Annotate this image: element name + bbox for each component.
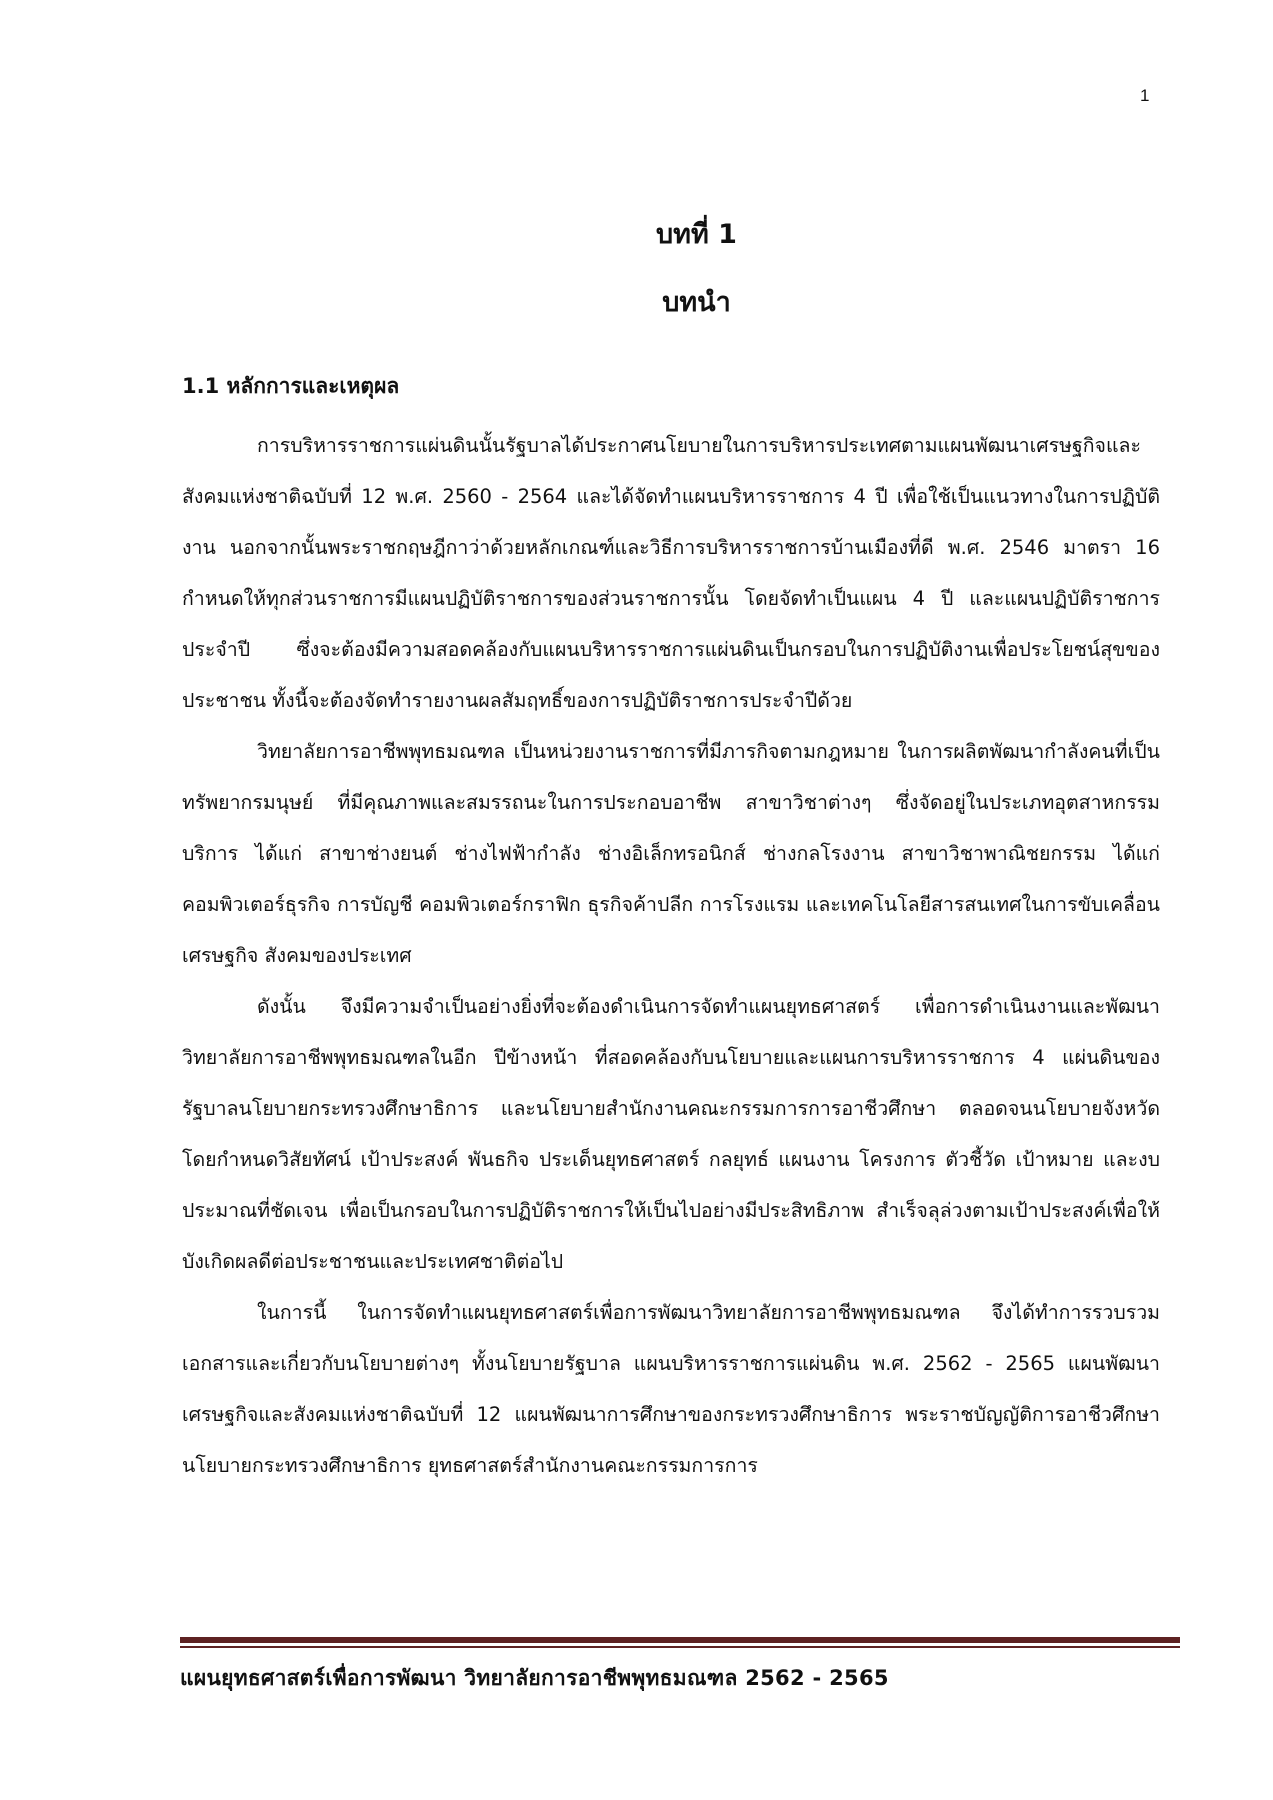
section-heading: 1.1 หลักการและเหตุผล: [182, 374, 400, 398]
page-number: 1: [1140, 86, 1150, 105]
paragraph: ในการนี้ ในการจัดทำแผนยุทธศาสตร์เพื่อการพัฒนาวิทยาลัยการอาชีพพุทธมณฑล จึงได้ทำการรวบรวมเอกสารและเกี่ยวกับนโยบายต่างๆ ทั้งนโยบายรัฐบาล แผนบริหารราชการแผ่นดิน พ.ศ. 2562 - 2565 แผนพัฒนาเศรษฐกิจและสังคมแห่งชาติฉบับที่ 12 แผนพัฒนาการศึกษาของกระทรวงศึกษาธิการ พระราชบัญญัติการอาชีวศึกษา นโยบายกระทรวงศึกษาธิการ ยุทธศาสตร์สำนักงานคณะกรรมการการ: [182, 1301, 1160, 1477]
body-text: [182, 420, 1160, 1491]
paragraph: การบริหารราชการแผ่นดินนั้นรัฐบาลได้ประกาศนโยบายในการบริหารประเทศตามแผนพัฒนาเศรษฐกิจและสังคมแห่งชาติฉบับที่ 12 พ.ศ. 2560 - 2564 และได้จัดทำแผนบริหารราชการ 4 ปี เพื่อใช้เป็นแนวทางในการปฏิบัติงาน นอกจากนั้นพระราชกฤษฎีกาว่าด้วยหลักเกณฑ์และวิธีการบริหารราชการบ้านเมืองที่ดี พ.ศ. 2546 มาตรา 16 กำหนดให้ทุกส่วนราชการมีแผนปฏิบัติราชการของส่วนราชการนั้น โดยจัดทำเป็นแผน 4 ปี และแผนปฏิบัติราชการประจำปี ซึ่งจะต้องมีความสอดคล้องกับแผนบริหารราชการแผ่นดินเป็นกรอบในการปฏิบัติงานเพื่อประโยชน์สุขของประชาชน ทั้งนี้จะต้องจัดทำรายงานผลสัมฤทธิ์ของการปฏิบัติราชการประจำปีด้วย: [182, 434, 1160, 712]
paragraph: วิทยาลัยการอาชีพพุทธมณฑล เป็นหน่วยงานราชการที่มีภารกิจตามกฎหมาย ในการผลิตพัฒนากำลังคนที่เป็นทรัพยากรมนุษย์ ที่มีคุณภาพและสมรรถนะในการประกอบอาชีพ สาขาวิชาต่างๆ ซึ่งจัดอยู่ในประเภทอุตสาหกรรมบริการ ได้แก่ สาขาช่างยนต์ ช่างไฟฟ้ากำลัง ช่างอิเล็กทรอนิกส์ ช่างกลโรงงาน สาขาวิชาพาณิชยกรรม ได้แก่ คอมพิวเตอร์ธุรกิจ การบัญชี คอมพิวเตอร์กราฟิก ธุรกิจค้าปลีก การโรงแรม และเทคโนโลยีสารสนเทศในการขับเคลื่อนเศรษฐกิจ สังคมของประเทศ: [182, 740, 1160, 967]
footer-divider-thin: [180, 1646, 1180, 1648]
paragraph: ดังนั้น จึงมีความจำเป็นอย่างยิ่งที่จะต้องดำเนินการจัดทำแผนยุทธศาสตร์ เพื่อการดำเนินงานและพัฒนาวิทยาลัยการอาชีพพุทธมณฑลในอีก ปีข้างหน้า ที่สอดคล้องกับนโยบายและแผนการบริหารราชการ 4 แผ่นดินของรัฐบาลนโยบายกระทรวงศึกษาธิการ และนโยบายสำนักงานคณะกรรมการการอาชีวศึกษา ตลอดจนนโยบายจังหวัด โดยกำหนดวิสัยทัศน์ เป้าประสงค์ พันธกิจ ประเด็นยุทธศาสตร์ กลยุทธ์ แผนงาน โครงการ ตัวชี้วัด เป้าหมาย และงบประมาณที่ชัดเจน เพื่อเป็นกรอบในการปฏิบัติราชการให้เป็นไปอย่างมีประสิทธิภาพ สำเร็จลุล่วงตามเป้าประสงค์เพื่อให้บังเกิดผลดีต่อประชาชนและประเทศชาติต่อไป: [182, 995, 1160, 1273]
chapter-subtitle: บทนำ: [662, 287, 731, 318]
chapter-title: บทที่ 1: [656, 219, 737, 250]
footer-text: แผนยุทธศาสตร์เพื่อการพัฒนา วิทยาลัยการอาชีพพุทธมณฑล 2562 - 2565: [180, 1666, 889, 1690]
footer-divider-thick: [180, 1637, 1180, 1643]
